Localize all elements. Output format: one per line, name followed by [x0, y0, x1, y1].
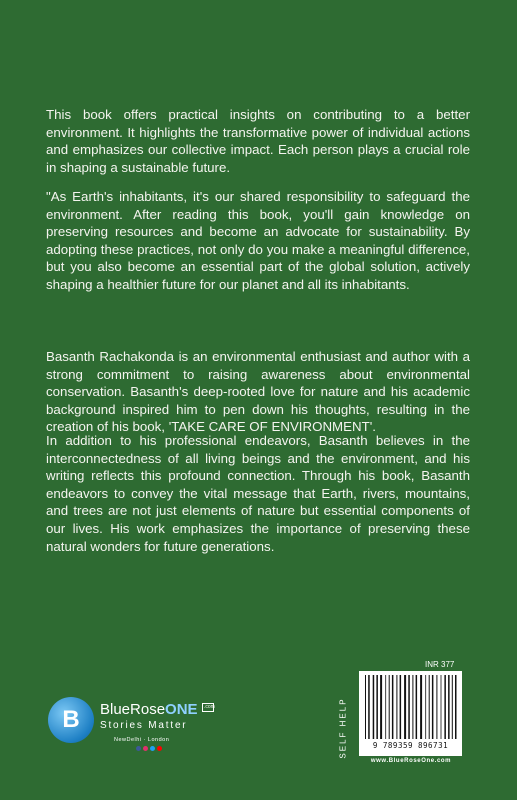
publisher-name — [100, 701, 198, 718]
twitter-icon — [150, 746, 155, 751]
isbn-barcode — [359, 671, 462, 756]
publisher-logo-icon — [48, 697, 94, 743]
category-label — [333, 688, 353, 768]
publisher-slogan: Stories Matter — [100, 720, 188, 731]
isbn-number: 9 789359 896731 — [372, 741, 449, 750]
price-label: INR 377 — [425, 660, 455, 669]
barcode-bars — [363, 675, 458, 741]
book-description-paragraph: This book offers practical insights on contributing to a better environment. It highlights the transformative power of individual actions and emphasizes our collective impact. Each person plays a crucial role in shaping a sustainable future. — [46, 107, 470, 175]
publisher-logo — [48, 693, 258, 763]
book-quote-paragraph: "As Earth's inhabitants, it's our shared responsibility to safeguard the environment. After reading this book, you'll gain knowledge on preserving resources and become an advocate for sustainability. By adopting these practices, not only do you make a meaningful difference, but you also become an essential part of the global solution, actively shaping a healthier future for our planet and all its inhabitants. — [46, 189, 470, 292]
author-bio-paragraph-2: In addition to his professional endeavors, Basanth believes in the interconnectedness of all living beings and the environment, and his writing reflects this profound connection. Through his book, Basanth endeavors to convey the vital message that Earth, rivers, mountains, and trees are not just elements of nature but essential components of our lives. His work emphasizes the importance of preserving these natural wonders for future generations. — [46, 433, 470, 554]
publisher-domain-tag: .com — [204, 704, 215, 710]
author-bio-paragraph: Basanth Rachakonda is an environmental enthusiast and author with a strong commitment to raising awareness about environmental conservation. Basanth's deep-rooted love for nature and his academic background inspired him to pen down his thoughts, resulting in the creation of his book, 'TAKE CARE OF ENVIRONMENT'. — [46, 349, 470, 435]
publisher-name-part1: BlueRose — [100, 701, 166, 718]
youtube-icon — [157, 746, 162, 751]
publisher-name-part2: ONE — [165, 701, 198, 718]
category-text: SELF HELP — [338, 697, 348, 759]
social-icons — [136, 746, 162, 751]
publisher-website: www.BlueRoseOne.com — [370, 758, 452, 764]
publisher-cities: NewDelhi · London — [114, 737, 170, 743]
instagram-icon — [143, 746, 148, 751]
publisher-logo-letter: B — [62, 706, 80, 733]
facebook-icon — [136, 746, 141, 751]
